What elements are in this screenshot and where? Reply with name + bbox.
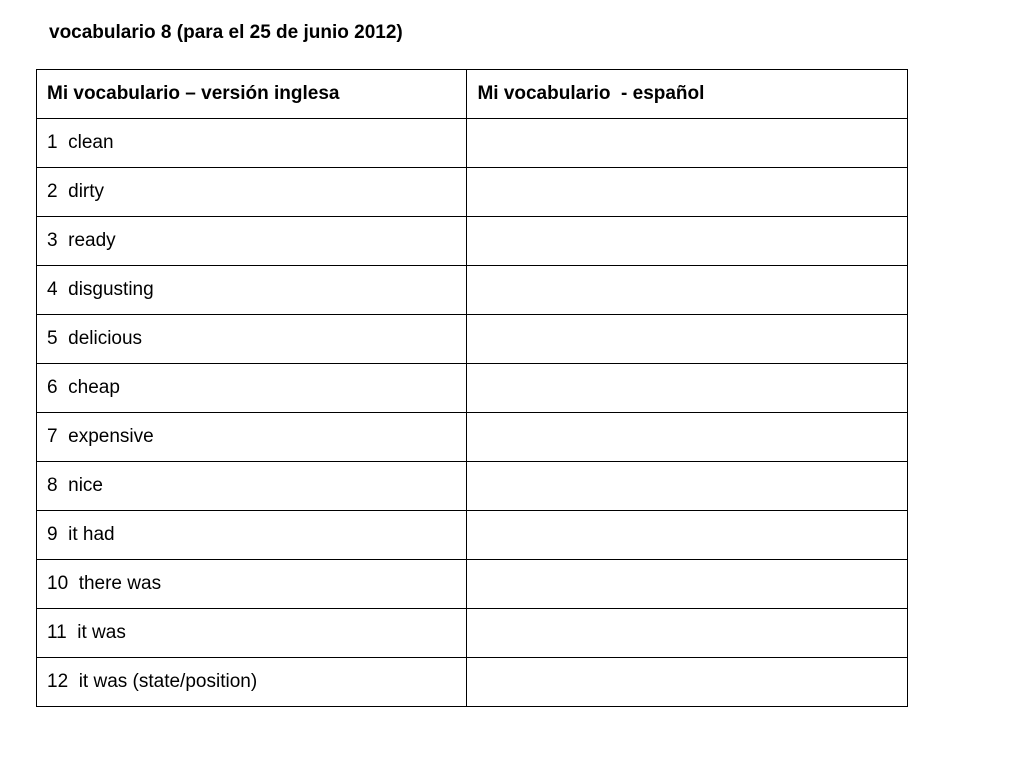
english-term: 9 it had [37,511,467,560]
table-row [37,413,908,462]
spanish-answer-cell[interactable] [467,462,908,511]
english-term: 7 expensive [37,413,467,462]
spanish-answer-cell[interactable] [467,511,908,560]
header-english: Mi vocabulario – versión inglesa [37,70,467,119]
spanish-answer-cell[interactable] [467,609,908,658]
english-term: 6 cheap [37,364,467,413]
english-term: 3 ready [37,217,467,266]
table-row [37,609,908,658]
spanish-answer-cell[interactable] [467,266,908,315]
spanish-answer-cell[interactable] [467,658,908,707]
english-term: 4 disgusting [37,266,467,315]
table-row [37,168,908,217]
spanish-answer-cell[interactable] [467,560,908,609]
table-row [37,266,908,315]
spanish-answer-cell[interactable] [467,315,908,364]
table-row [37,119,908,168]
header-spanish: Mi vocabulario - español [467,70,908,119]
english-term: 2 dirty [37,168,467,217]
table-row [37,658,908,707]
spanish-answer-cell[interactable] [467,413,908,462]
vocabulary-table [36,69,908,707]
table-header-row [37,70,908,119]
spanish-answer-cell[interactable] [467,119,908,168]
table-row [37,315,908,364]
spanish-answer-cell[interactable] [467,217,908,266]
table-row [37,462,908,511]
table-row [37,511,908,560]
english-term: 12 it was (state/position) [37,658,467,707]
spanish-answer-cell[interactable] [467,168,908,217]
english-term: 5 delicious [37,315,467,364]
english-term: 1 clean [37,119,467,168]
table-row [37,217,908,266]
table-row [37,364,908,413]
spanish-answer-cell[interactable] [467,364,908,413]
page-title: vocabulario 8 (para el 25 de junio 2012) [49,22,403,43]
english-term: 10 there was [37,560,467,609]
english-term: 11 it was [37,609,467,658]
english-term: 8 nice [37,462,467,511]
table-row [37,560,908,609]
